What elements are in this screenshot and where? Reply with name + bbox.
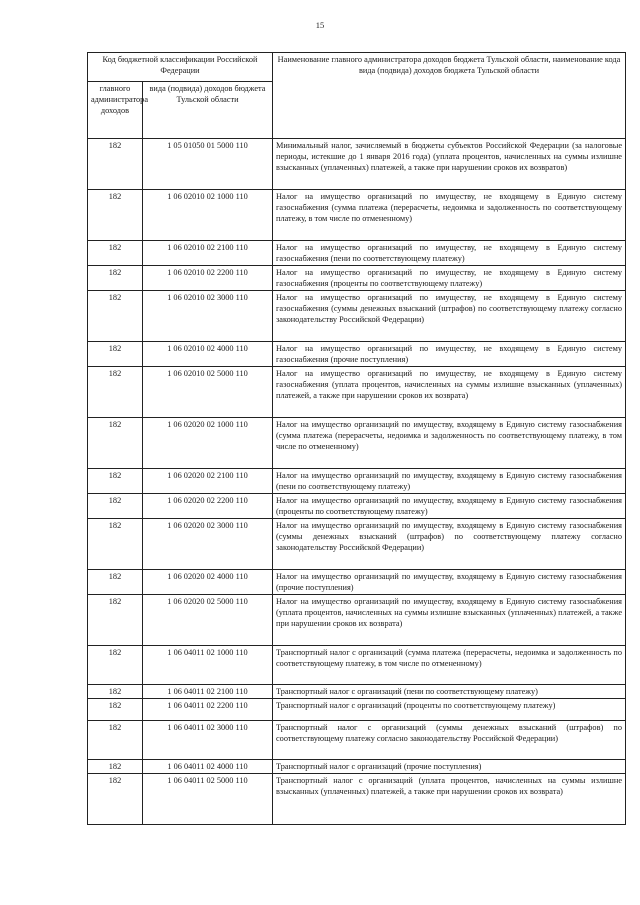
admin-code-cell: 182 [88,760,143,774]
revenue-name-cell: Налог на имущество организаций по имуществу, входящему в Единую систему газоснабжения (уплата процентов, начисленных на суммы излишне взысканных (уплаченных) платежей, а также при нарушении сроков их возврата) [273,595,626,646]
revenue-name-cell: Транспортный налог с организаций (проценты по соответствующему платежу) [273,699,626,721]
revenue-name-cell: Налог на имущество организаций по имуществу, не входящему в Единую систему газоснабжения (проценты по соответствующему платежу) [273,266,626,291]
header-code-group: Код бюджетной классификации Российской Федерации [88,53,273,82]
table-row [88,291,626,342]
revenue-code-cell: 1 06 02010 02 1000 110 [143,190,273,241]
revenue-code-cell: 1 06 02010 02 2100 110 [143,241,273,266]
revenue-name-cell: Транспортный налог с организаций (суммы денежных взысканий (штрафов) по соответствующему платежу согласно законодательству Российской Федерации) [273,721,626,760]
table-row [88,685,626,699]
revenue-code-cell: 1 06 02020 02 2200 110 [143,494,273,519]
header-row [88,53,626,82]
revenue-name-cell: Минимальный налог, зачисляемый в бюджеты субъектов Российской Федерации (за налоговые периоды, истекшие до 1 января 2016 года) (уплата процентов, начисленных на суммы излишне взысканных (уплаченных) платежей, а также при нарушении сроков их возвратов) [273,139,626,190]
revenue-name-cell: Налог на имущество организаций по имуществу, входящему в Единую систему газоснабжения (сумма платежа (перерасчеты, недоимка и задолженность по соответствующему платежу, в том числе по отмененному) [273,418,626,469]
table-body [88,139,626,825]
admin-code-cell: 182 [88,139,143,190]
page-number: 15 [315,20,325,30]
revenue-name-cell: Транспортный налог с организаций (уплата процентов, начисленных на суммы излишне взысканных (уплаченных) платежей, а также при нарушении сроков их возврата) [273,774,626,825]
revenue-code-cell: 1 06 04011 02 2200 110 [143,699,273,721]
revenue-code-cell: 1 06 02020 02 2100 110 [143,469,273,494]
header-admin-column: главного администратора доходов [88,82,143,139]
revenue-code-cell: 1 06 02010 02 5000 110 [143,367,273,418]
revenue-name-cell: Налог на имущество организаций по имуществу, входящему в Единую систему газоснабжения (суммы денежных взысканий (штрафов) по соответствующему платежу согласно законодательству Российской Федерации) [273,519,626,570]
revenue-name-cell: Транспортный налог с организаций (пени по соответствующему платежу) [273,685,626,699]
revenue-code-cell: 1 06 02020 02 1000 110 [143,418,273,469]
table-row [88,469,626,494]
table-row [88,494,626,519]
table-row [88,266,626,291]
table-row [88,367,626,418]
revenue-code-cell: 1 05 01050 01 5000 110 [143,139,273,190]
revenue-code-cell: 1 06 02010 02 3000 110 [143,291,273,342]
admin-code-cell: 182 [88,721,143,760]
revenue-name-cell: Налог на имущество организаций по имуществу, не входящему в Единую систему газоснабжения (суммы денежных взысканий (штрафов) по соответствующему платежу согласно законодательству Российской Федерации) [273,291,626,342]
revenue-name-cell: Транспортный налог с организаций (прочие поступления) [273,760,626,774]
revenue-code-cell: 1 06 04011 02 5000 110 [143,774,273,825]
revenue-name-cell: Налог на имущество организаций по имуществу, не входящему в Единую систему газоснабжения (сумма платежа (перерасчеты, недоимка и задолженность по соответствующему платежу, в том числе по отмененному) [273,190,626,241]
table-row [88,418,626,469]
table-row [88,699,626,721]
admin-code-cell: 182 [88,342,143,367]
admin-code-cell: 182 [88,570,143,595]
revenue-name-cell: Налог на имущество организаций по имуществу, не входящему в Единую систему газоснабжения (уплата процентов, начисленных на суммы излишне взысканных (уплаченных) платежей, а также при нарушении сроков их возврата) [273,367,626,418]
admin-code-cell: 182 [88,469,143,494]
admin-code-cell: 182 [88,266,143,291]
revenue-name-cell: Налог на имущество организаций по имуществу, входящему в Единую систему газоснабжения (прочие поступления) [273,570,626,595]
table-row [88,646,626,685]
revenue-code-cell: 1 06 02010 02 4000 110 [143,342,273,367]
table-row [88,342,626,367]
table-row [88,721,626,760]
admin-code-cell: 182 [88,190,143,241]
table-row [88,760,626,774]
revenue-code-cell: 1 06 02020 02 3000 110 [143,519,273,570]
revenue-code-cell: 1 06 04011 02 1000 110 [143,646,273,685]
revenue-code-cell: 1 06 02020 02 4000 110 [143,570,273,595]
admin-code-cell: 182 [88,685,143,699]
admin-code-cell: 182 [88,595,143,646]
table-row [88,774,626,825]
admin-code-cell: 182 [88,519,143,570]
admin-code-cell: 182 [88,774,143,825]
table-row [88,595,626,646]
table-row [88,570,626,595]
revenue-name-cell: Налог на имущество организаций по имуществу, входящему в Единую систему газоснабжения (пени по соответствующему платежу) [273,469,626,494]
admin-code-cell: 182 [88,646,143,685]
revenue-code-cell: 1 06 04011 02 4000 110 [143,760,273,774]
revenue-code-cell: 1 06 02020 02 5000 110 [143,595,273,646]
admin-code-cell: 182 [88,699,143,721]
revenue-name-cell: Налог на имущество организаций по имуществу, входящему в Единую систему газоснабжения (проценты по соответствующему платежу) [273,494,626,519]
revenue-name-cell: Транспортный налог с организаций (сумма платежа (перерасчеты, недоимка и задолженность по соответствующему платежу, в том числе по отмененному) [273,646,626,685]
budget-classification-table [87,52,626,825]
admin-code-cell: 182 [88,291,143,342]
admin-code-cell: 182 [88,367,143,418]
header-name-column: Наименование главного администратора доходов бюджета Тульской области, наименование кода вида (подвида) доходов бюджета Тульской области [273,53,626,139]
revenue-code-cell: 1 06 04011 02 2100 110 [143,685,273,699]
table-row [88,190,626,241]
revenue-name-cell: Налог на имущество организаций по имуществу, не входящему в Единую систему газоснабжения (пени по соответствующему платежу) [273,241,626,266]
admin-code-cell: 182 [88,418,143,469]
table-row [88,519,626,570]
revenue-name-cell: Налог на имущество организаций по имуществу, не входящему в Единую систему газоснабжения (прочие поступления) [273,342,626,367]
revenue-code-cell: 1 06 04011 02 3000 110 [143,721,273,760]
admin-code-cell: 182 [88,494,143,519]
admin-code-cell: 182 [88,241,143,266]
header-revenue-column: вида (подвида) доходов бюджета Тульской области [143,82,273,139]
table-row [88,139,626,190]
revenue-code-cell: 1 06 02010 02 2200 110 [143,266,273,291]
table-row [88,241,626,266]
